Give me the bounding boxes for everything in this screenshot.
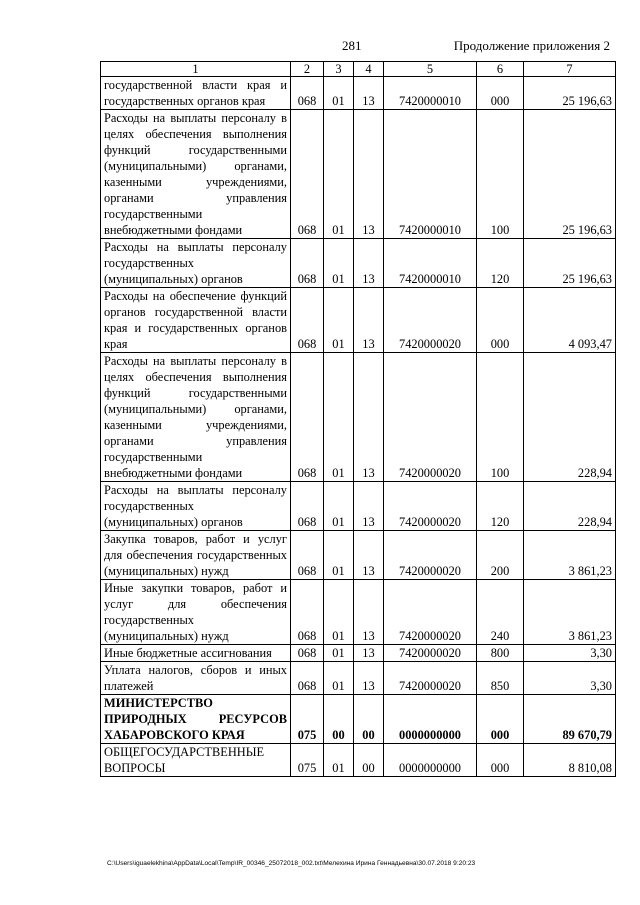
- subsection-cell: 13: [354, 288, 384, 353]
- expense-type-cell: 000: [477, 77, 524, 110]
- column-header: 7: [524, 62, 616, 77]
- table-row: [101, 645, 616, 662]
- gov-code-cell: 068: [291, 77, 324, 110]
- file-path-footer: C:\Users\iguaelekhina\AppData\Local\Temp\IR_00346_25072018_002.txt\Мелехина Ирина Геннадьевна\30.07.2018 9:20:23: [107, 860, 476, 867]
- section-cell: 01: [324, 580, 354, 645]
- page-number: 281: [342, 38, 362, 53]
- gov-code-cell: 075: [291, 744, 324, 777]
- gov-code-cell: 068: [291, 482, 324, 531]
- target-article-cell: 7420000020: [384, 288, 477, 353]
- target-article-cell: 7420000020: [384, 662, 477, 695]
- target-article-cell: 7420000010: [384, 239, 477, 288]
- column-header: 6: [477, 62, 524, 77]
- subsection-cell: 00: [354, 695, 384, 744]
- subsection-cell: 13: [354, 353, 384, 482]
- row-name-cell: ОБЩЕГОСУДАРСТВЕННЫЕ ВОПРОСЫ: [101, 744, 291, 777]
- gov-code-cell: 075: [291, 695, 324, 744]
- gov-code-cell: 068: [291, 531, 324, 580]
- table-row: [101, 110, 616, 239]
- gov-code-cell: 068: [291, 110, 324, 239]
- amount-cell: 3 861,23: [524, 531, 616, 580]
- table-row: [101, 695, 616, 744]
- expense-type-cell: 000: [477, 744, 524, 777]
- expense-type-cell: 850: [477, 662, 524, 695]
- table-row: [101, 531, 616, 580]
- amount-cell: 89 670,79: [524, 695, 616, 744]
- amount-cell: 25 196,63: [524, 239, 616, 288]
- target-article-cell: 7420000020: [384, 531, 477, 580]
- section-cell: 01: [324, 288, 354, 353]
- expense-type-cell: 100: [477, 110, 524, 239]
- row-name-cell: Закупка товаров, работ и услуг для обеспечения государственных (муниципальных) нужд: [101, 531, 291, 580]
- amount-cell: 3 861,23: [524, 580, 616, 645]
- row-name-cell: Расходы на выплаты персоналу государственных (муниципальных) органов: [101, 482, 291, 531]
- gov-code-cell: 068: [291, 580, 324, 645]
- expense-type-cell: 200: [477, 531, 524, 580]
- row-name-cell: Иные бюджетные ассигнования: [101, 645, 291, 662]
- row-name-cell: Уплата налогов, сборов и иных платежей: [101, 662, 291, 695]
- subsection-cell: 13: [354, 531, 384, 580]
- gov-code-cell: 068: [291, 353, 324, 482]
- amount-cell: 25 196,63: [524, 77, 616, 110]
- row-name-cell: Расходы на обеспечение функций органов государственной власти края и государственных органов края: [101, 288, 291, 353]
- gov-code-cell: 068: [291, 645, 324, 662]
- gov-code-cell: 068: [291, 288, 324, 353]
- column-header: 4: [354, 62, 384, 77]
- amount-cell: 228,94: [524, 482, 616, 531]
- table-row: [101, 353, 616, 482]
- amount-cell: 25 196,63: [524, 110, 616, 239]
- target-article-cell: 7420000010: [384, 77, 477, 110]
- column-header: 1: [101, 62, 291, 77]
- subsection-cell: 13: [354, 580, 384, 645]
- section-cell: 01: [324, 662, 354, 695]
- target-article-cell: 7420000020: [384, 353, 477, 482]
- budget-table: [100, 61, 616, 777]
- subsection-cell: 13: [354, 482, 384, 531]
- column-header: 2: [291, 62, 324, 77]
- table-row: [101, 482, 616, 531]
- gov-code-cell: 068: [291, 662, 324, 695]
- gov-code-cell: 068: [291, 239, 324, 288]
- amount-cell: 4 093,47: [524, 288, 616, 353]
- appendix-continuation-label: Продолжение приложения 2: [453, 38, 610, 53]
- row-name-cell: МИНИСТЕРСТВО ПРИРОДНЫХ РЕСУРСОВ ХАБАРОВСКОГО КРАЯ: [101, 695, 291, 744]
- row-name-cell: Иные закупки товаров, работ и услуг для обеспечения государственных (муниципальных) нужд: [101, 580, 291, 645]
- target-article-cell: 0000000000: [384, 695, 477, 744]
- subsection-cell: 13: [354, 645, 384, 662]
- section-cell: 01: [324, 531, 354, 580]
- section-cell: 01: [324, 77, 354, 110]
- section-cell: 01: [324, 353, 354, 482]
- section-cell: 01: [324, 110, 354, 239]
- column-header: 5: [384, 62, 477, 77]
- target-article-cell: 0000000000: [384, 744, 477, 777]
- subsection-cell: 00: [354, 744, 384, 777]
- table-row: [101, 662, 616, 695]
- amount-cell: 3,30: [524, 645, 616, 662]
- row-name-cell: государственной власти края и государственных органов края: [101, 77, 291, 110]
- amount-cell: 8 810,08: [524, 744, 616, 777]
- target-article-cell: 7420000020: [384, 645, 477, 662]
- table-header-row: [101, 62, 616, 77]
- expense-type-cell: 100: [477, 353, 524, 482]
- section-cell: 01: [324, 482, 354, 531]
- section-cell: 01: [324, 645, 354, 662]
- table-row: [101, 288, 616, 353]
- subsection-cell: 13: [354, 110, 384, 239]
- page-header: [0, 38, 640, 56]
- subsection-cell: 13: [354, 77, 384, 110]
- section-cell: 01: [324, 239, 354, 288]
- amount-cell: 3,30: [524, 662, 616, 695]
- subsection-cell: 13: [354, 239, 384, 288]
- section-cell: 01: [324, 744, 354, 777]
- expense-type-cell: 000: [477, 288, 524, 353]
- expense-type-cell: 120: [477, 482, 524, 531]
- expense-type-cell: 240: [477, 580, 524, 645]
- table-row: [101, 580, 616, 645]
- subsection-cell: 13: [354, 662, 384, 695]
- amount-cell: 228,94: [524, 353, 616, 482]
- expense-type-cell: 000: [477, 695, 524, 744]
- table-row: [101, 744, 616, 777]
- section-cell: 00: [324, 695, 354, 744]
- row-name-cell: Расходы на выплаты персоналу в целях обеспечения выполнения функций государственными (муниципальными) органами, казенными учреждениями, органами управления государственными внебюджетными фондами: [101, 353, 291, 482]
- table-row: [101, 77, 616, 110]
- table-row: [101, 239, 616, 288]
- target-article-cell: 7420000020: [384, 580, 477, 645]
- expense-type-cell: 120: [477, 239, 524, 288]
- target-article-cell: 7420000010: [384, 110, 477, 239]
- column-header: 3: [324, 62, 354, 77]
- target-article-cell: 7420000020: [384, 482, 477, 531]
- row-name-cell: Расходы на выплаты персоналу в целях обеспечения выполнения функций государственными (муниципальными) органами, казенными учреждениями, органами управления государственными внебюджетными фондами: [101, 110, 291, 239]
- expense-type-cell: 800: [477, 645, 524, 662]
- row-name-cell: Расходы на выплаты персоналу государственных (муниципальных) органов: [101, 239, 291, 288]
